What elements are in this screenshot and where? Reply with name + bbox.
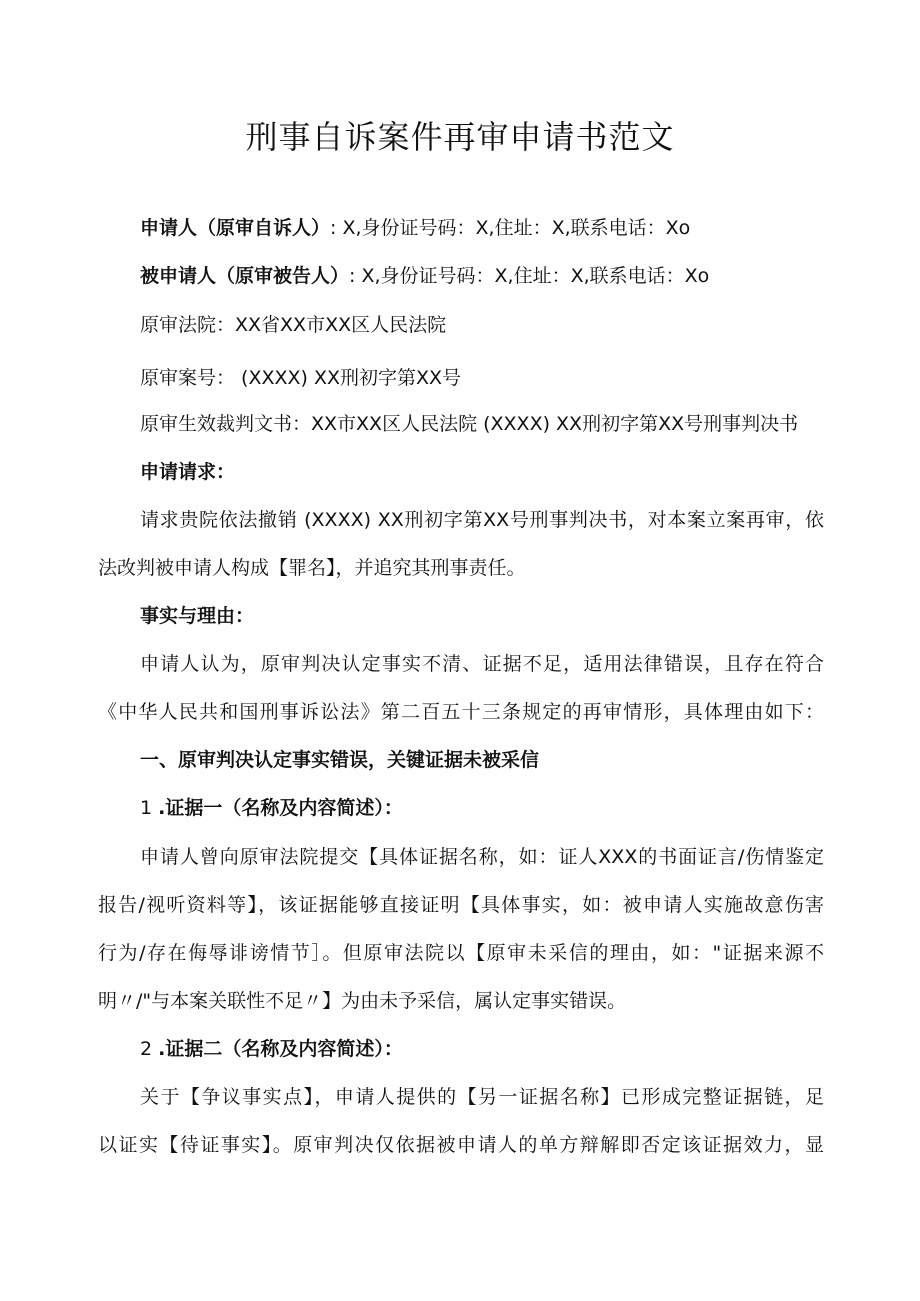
evidence-2-heading: .证据二（名称及内容简述）： — [158, 1038, 403, 1060]
request-heading: 申请请求： — [140, 461, 236, 483]
respondent-label: 被申请人（原审被告人） — [140, 265, 350, 287]
original-court: 原审法院：XX省XX市XX区人民法院 — [140, 314, 447, 336]
document-title: 刑事自诉案件再审申请书范文 — [245, 118, 675, 156]
applicant-text: : X,身份证号码：X,住址：X,联系电话：Xo — [330, 217, 691, 239]
respondent-line — [140, 261, 709, 291]
evidence-1-heading-line — [140, 793, 403, 823]
evidence-2-line-2: 以证实【待证事实】。原审判决仅依据被申请人的单方辩解即否定该证据效力，显 — [98, 1134, 824, 1156]
respondent-text: : X,身份证号码：X,住址：X,联系电话：Xo — [349, 265, 710, 287]
evidence-1-line-4: 明〃/"与本案关联性不足〃】为由未予采信，属认定事实错误。 — [98, 990, 627, 1012]
facts-line-1: 申请人认为，原审判决认定事实不清、证据不足，适用法律错误，且存在符合 — [140, 653, 824, 675]
evidence-2-number: 2 — [140, 1038, 153, 1060]
section-1-heading: 一、原审判决认定事实错误，关键证据未被采信 — [140, 749, 540, 771]
evidence-1-line-1: 申请人曾向原审法院提交【具体证据名称，如：证人XXX的书面证言/伤情鉴定 — [140, 846, 824, 868]
facts-heading: 事实与理由： — [140, 605, 255, 627]
evidence-1-heading: .证据一（名称及内容简述）： — [158, 797, 403, 819]
evidence-2-heading-line — [140, 1034, 403, 1064]
request-line-1: 请求贵院依法撤销 (XXXX) XX刑初字第XX号刑事判决书，对本案立案再审，依 — [140, 509, 824, 531]
effective-judgment: 原审生效裁判文书：XX市XX区人民法院 (XXXX) XX刑初字第XX号刑事判决书 — [140, 413, 799, 435]
evidence-1-number: 1 — [140, 797, 153, 819]
facts-line-2: 《中华人民共和国刑事诉讼法》第二百五十三条规定的再审情形，具体理由如下： — [98, 701, 824, 723]
evidence-2-line-1: 关于【争议事实点】，申请人提供的【另一证据名称】已形成完整证据链，足 — [140, 1086, 824, 1108]
original-case-number: 原审案号： (XXXX) XX刑初字第XX号 — [140, 367, 462, 389]
applicant-label: 申请人（原审自诉人） — [140, 217, 331, 239]
evidence-1-line-2: 报告/视听资料等】，该证据能够直接证明【具体事实，如：被申请人实施故意伤害 — [98, 894, 824, 916]
applicant-line — [140, 213, 690, 243]
evidence-1-line-3: 行为/存在侮辱诽谤情节］。但原审法院以【原审未采信的理由，如："证据来源不 — [98, 942, 824, 964]
request-line-2: 法改判被申请人构成【罪名】，并追究其刑事责任。 — [98, 557, 526, 579]
